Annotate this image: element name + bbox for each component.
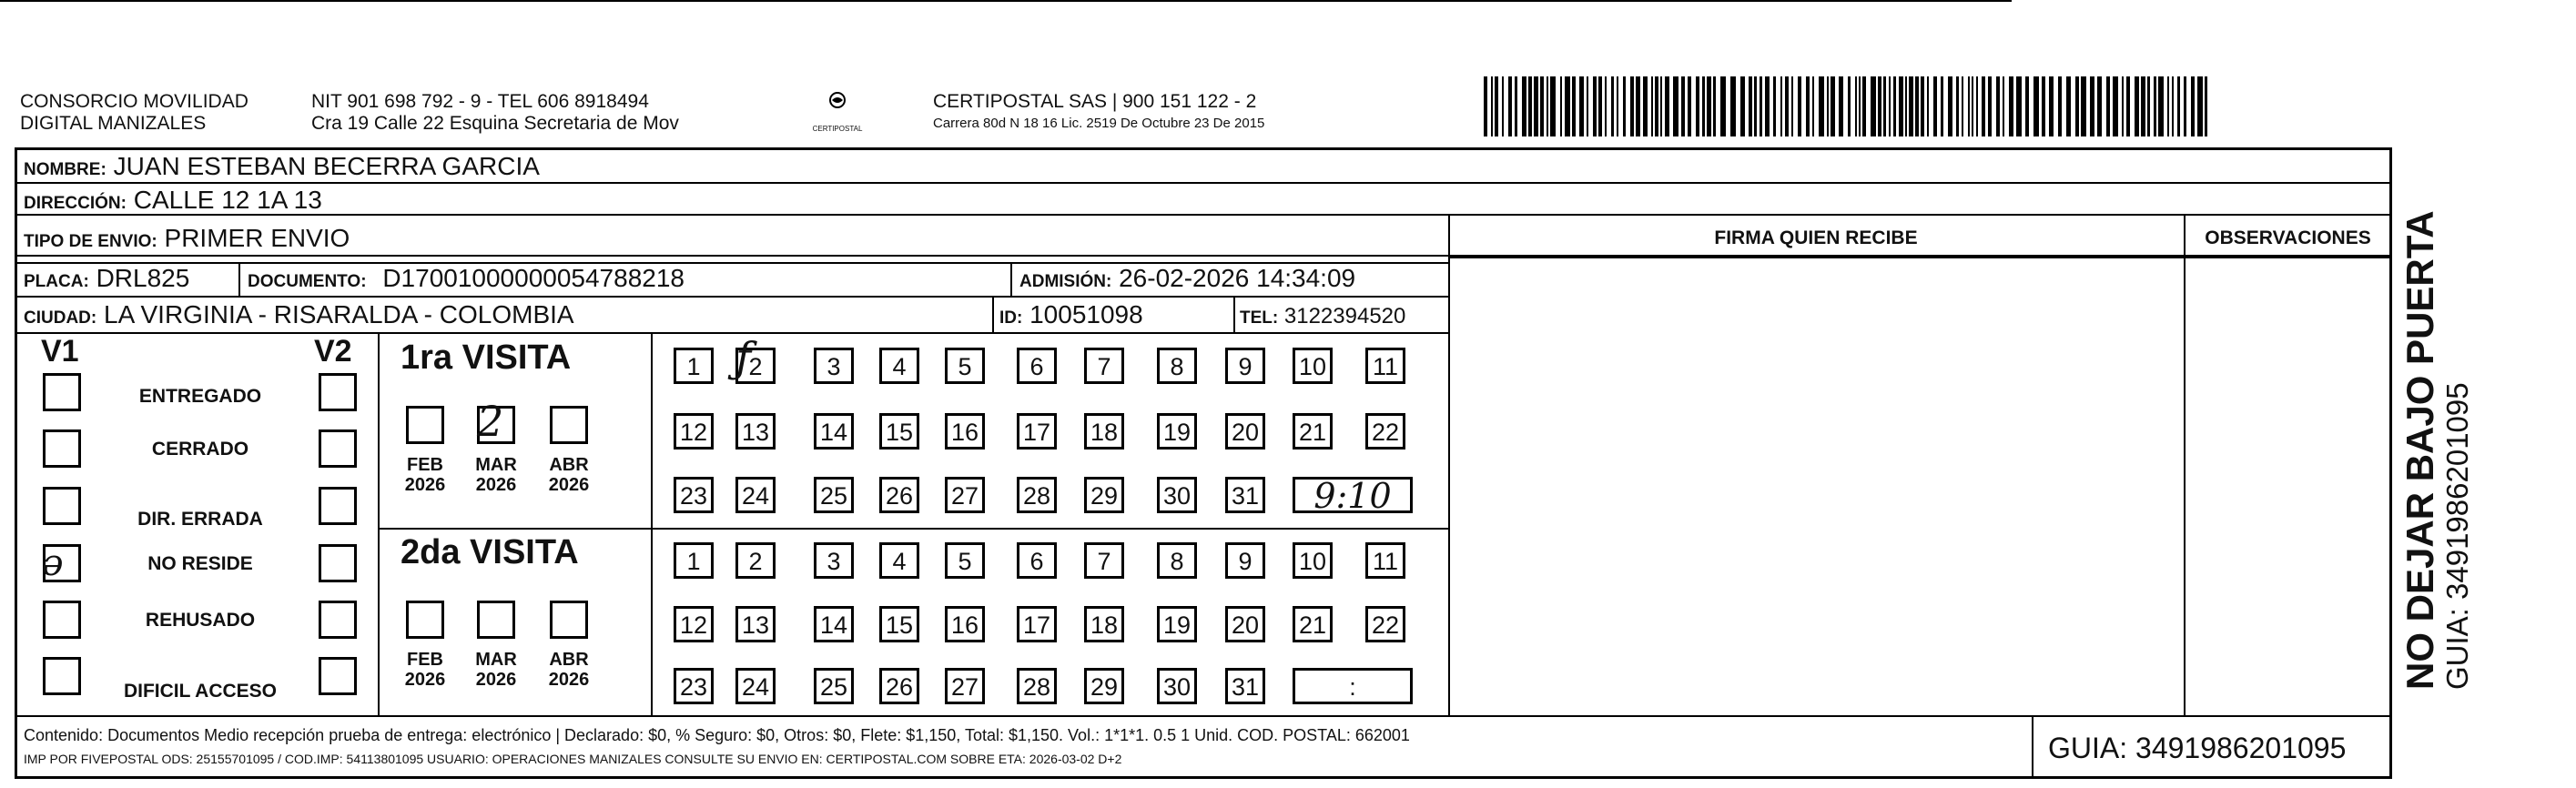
ciudad-value: LA VIRGINIA - RISARALDA - COLOMBIA bbox=[104, 300, 574, 328]
barcode-bar bbox=[1968, 76, 1970, 136]
barcode-bar bbox=[2025, 76, 2029, 136]
barcode-bar bbox=[1754, 76, 1757, 136]
day-box[interactable]: 24 bbox=[735, 477, 776, 513]
barcode-bar bbox=[1587, 76, 1588, 136]
barcode-bar bbox=[1740, 76, 1745, 136]
barcode-bar bbox=[2016, 76, 2022, 136]
company-line-1: CONSORCIO MOVILIDAD bbox=[20, 91, 248, 112]
barcode-bar bbox=[1707, 76, 1711, 136]
cell-divider bbox=[238, 262, 240, 296]
barcode-bar bbox=[1702, 76, 1705, 136]
month-year: 2026 bbox=[548, 670, 590, 690]
month-label bbox=[542, 650, 596, 690]
barcode-bar bbox=[2097, 76, 2102, 136]
day-box[interactable]: 28 bbox=[1017, 668, 1057, 704]
day-box[interactable]: 4 bbox=[879, 348, 919, 384]
day-box[interactable]: 8 bbox=[1157, 348, 1197, 384]
company-line-2: DIGITAL MANIZALES bbox=[20, 113, 207, 134]
day-box[interactable]: 17 bbox=[1017, 413, 1057, 450]
barcode-bar bbox=[1889, 76, 1891, 136]
barcode-bar bbox=[1598, 76, 1602, 136]
month-year: 2026 bbox=[548, 475, 590, 495]
firma-divider bbox=[1448, 214, 1450, 715]
cell-divider bbox=[1010, 262, 1012, 296]
barcode-bar bbox=[1899, 76, 1903, 136]
month-name: FEB bbox=[407, 455, 443, 475]
barcode-bar bbox=[1547, 76, 1548, 136]
observaciones-divider bbox=[2184, 214, 2186, 715]
status-label: ENTREGADO bbox=[138, 386, 262, 407]
id-value: 10051098 bbox=[1029, 300, 1143, 328]
month-year: 2026 bbox=[475, 670, 517, 690]
barcode-bar bbox=[1673, 76, 1678, 136]
month-checkbox[interactable] bbox=[550, 601, 588, 639]
documento-label: DOCUMENTO: bbox=[248, 272, 367, 291]
barcode-bar bbox=[1915, 76, 1919, 136]
barcode-bar bbox=[1579, 76, 1584, 136]
barcode-bar bbox=[1495, 76, 1498, 136]
nit-line: NIT 901 698 792 - 9 - TEL 606 8918494 bbox=[311, 91, 649, 112]
barcode-bar bbox=[2197, 76, 2203, 136]
barcode-bar bbox=[1972, 76, 1973, 136]
barcode-bar bbox=[2042, 76, 2045, 136]
tel-label: TEL: bbox=[1240, 308, 1279, 328]
day-box[interactable]: 29 bbox=[1084, 477, 1124, 513]
placa-row bbox=[24, 264, 189, 297]
handwritten-month-mark: 2 bbox=[477, 397, 504, 446]
month-checkbox[interactable] bbox=[477, 601, 515, 639]
barcode-bar bbox=[1643, 76, 1648, 136]
handwritten-day-mark: ƒ bbox=[735, 333, 752, 382]
handwritten-check-mark: ə bbox=[42, 542, 64, 584]
barcode-bar bbox=[1773, 76, 1776, 136]
cell-divider bbox=[1233, 296, 1235, 332]
tipo-label: TIPO DE ENVIO: bbox=[24, 232, 157, 251]
visit-row-divider bbox=[378, 528, 1448, 530]
barcode-bar bbox=[1713, 76, 1716, 136]
barcode-bar bbox=[1528, 76, 1532, 136]
day-box[interactable]: 18 bbox=[1084, 413, 1124, 450]
v1-checkbox[interactable] bbox=[43, 601, 81, 639]
day-box[interactable]: 5 bbox=[945, 348, 985, 384]
barcode-bar bbox=[1927, 76, 1929, 136]
day-box[interactable]: 9 bbox=[1225, 348, 1265, 384]
day-box[interactable]: 24 bbox=[735, 668, 776, 704]
barcode-bar bbox=[1909, 76, 1913, 136]
month-name: ABR bbox=[549, 455, 589, 475]
month-checkbox[interactable] bbox=[550, 406, 588, 444]
month-label bbox=[469, 455, 523, 495]
barcode-bar bbox=[2066, 76, 2071, 136]
barcode-bar bbox=[1636, 76, 1640, 136]
barcode-bar bbox=[1593, 76, 1597, 136]
day-box[interactable]: 2 bbox=[735, 542, 776, 579]
admision-value: 26-02-2026 14:34:09 bbox=[1119, 264, 1356, 292]
barcode-bar bbox=[1988, 76, 1992, 136]
barcode-bar bbox=[1839, 76, 1843, 136]
visit-divider bbox=[651, 332, 653, 715]
day-box[interactable]: 31 bbox=[1225, 477, 1265, 513]
month-year: 2026 bbox=[404, 475, 446, 495]
logo-label: CERTIPOSTAL bbox=[812, 125, 863, 133]
v2-checkbox[interactable] bbox=[319, 544, 357, 582]
barcode-bar bbox=[2158, 76, 2164, 136]
admision-label: ADMISIÓN: bbox=[1019, 272, 1112, 291]
visit-1-title: 1ra VISITA bbox=[401, 338, 572, 377]
v1-checkbox[interactable] bbox=[43, 373, 81, 411]
status-divider bbox=[378, 332, 380, 715]
barcode-bar bbox=[1893, 76, 1896, 136]
day-box[interactable]: 15 bbox=[879, 413, 919, 450]
placa-value: DRL825 bbox=[96, 264, 190, 292]
barcode-bar bbox=[2033, 76, 2039, 136]
day-box[interactable]: 22 bbox=[1365, 606, 1405, 642]
cell-divider bbox=[992, 296, 994, 332]
tipo-row bbox=[24, 224, 350, 257]
ciudad-row bbox=[24, 300, 574, 333]
courier-info bbox=[933, 91, 1264, 135]
barcode-bar bbox=[1798, 76, 1801, 136]
courier-logo bbox=[810, 87, 865, 142]
documento-row bbox=[248, 264, 685, 297]
day-box[interactable]: 14 bbox=[814, 413, 854, 450]
barcode-bar bbox=[1848, 76, 1851, 136]
barcode-bar bbox=[1780, 76, 1782, 136]
status-label: DIFICIL ACCESO bbox=[123, 681, 277, 702]
day-box[interactable]: 27 bbox=[945, 477, 985, 513]
side-warning: NO DEJAR BAJO PUERTA bbox=[2399, 210, 2441, 690]
status-label: CERRADO bbox=[151, 439, 249, 460]
barcode-bar bbox=[2154, 76, 2156, 136]
day-box[interactable]: 14 bbox=[814, 606, 854, 642]
barcode-bar bbox=[1540, 76, 1544, 136]
day-box[interactable]: 21 bbox=[1293, 606, 1333, 642]
address-line: Cra 19 Calle 22 Esquina Secretaria de Mov bbox=[311, 113, 679, 134]
day-box[interactable]: 19 bbox=[1157, 606, 1197, 642]
barcode-bar bbox=[2172, 76, 2174, 136]
barcode-bar bbox=[1681, 76, 1685, 136]
courier-logo-icon bbox=[810, 87, 865, 120]
day-box[interactable]: 10 bbox=[1293, 348, 1333, 384]
barcode-bar bbox=[2177, 76, 2180, 136]
barcode-bar bbox=[1976, 76, 1978, 136]
tel-value: 3122394520 bbox=[1283, 304, 1406, 328]
day-box[interactable]: 20 bbox=[1225, 413, 1265, 450]
barcode-bar bbox=[1855, 76, 1857, 136]
day-box[interactable]: 2 bbox=[735, 348, 776, 384]
barcode-bar bbox=[1831, 76, 1835, 136]
day-box[interactable]: 6 bbox=[1017, 542, 1057, 579]
day-box[interactable]: 15 bbox=[879, 606, 919, 642]
direccion-label: DIRECCIÓN: bbox=[24, 194, 127, 213]
month-checkbox[interactable] bbox=[406, 406, 444, 444]
day-box[interactable]: 7 bbox=[1084, 348, 1124, 384]
day-box[interactable]: 4 bbox=[879, 542, 919, 579]
barcode-bar bbox=[1871, 76, 1876, 136]
tel-row bbox=[1240, 302, 1405, 333]
v2-checkbox[interactable] bbox=[319, 487, 357, 525]
month-name: MAR bbox=[475, 650, 517, 670]
barcode-bar bbox=[1933, 76, 1937, 136]
barcode-bar bbox=[2135, 76, 2139, 136]
day-box[interactable]: 8 bbox=[1157, 542, 1197, 579]
day-box[interactable]: 10 bbox=[1293, 542, 1333, 579]
day-box[interactable]: 12 bbox=[674, 413, 714, 450]
day-box[interactable]: 9 bbox=[1225, 542, 1265, 579]
nombre-value: JUAN ESTEBAN BECERRA GARCIA bbox=[113, 152, 540, 180]
v2-header: V2 bbox=[314, 334, 352, 369]
barcode-bar bbox=[2106, 76, 2110, 136]
day-box[interactable]: 25 bbox=[814, 668, 854, 704]
barcode-bar bbox=[2184, 76, 2186, 136]
month-year: 2026 bbox=[404, 670, 446, 690]
barcode-bar bbox=[1611, 76, 1614, 136]
day-box[interactable]: 20 bbox=[1225, 606, 1265, 642]
company-name bbox=[20, 91, 248, 135]
barcode-bar bbox=[1785, 76, 1789, 136]
barcode-bar bbox=[1660, 76, 1662, 136]
barcode-bar bbox=[1491, 76, 1493, 136]
time-box[interactable]: : bbox=[1293, 668, 1413, 704]
barcode-bar bbox=[2058, 76, 2062, 136]
day-box[interactable]: 31 bbox=[1225, 668, 1265, 704]
barcode-bar bbox=[1572, 76, 1576, 136]
nombre-label: NOMBRE: bbox=[24, 160, 106, 179]
month-label bbox=[398, 650, 452, 690]
courier-address: Carrera 80d N 18 16 Lic. 2519 De Octubre 23 De 2015 bbox=[933, 116, 1265, 131]
barcode-bar bbox=[1651, 76, 1653, 136]
day-box[interactable]: 7 bbox=[1084, 542, 1124, 579]
barcode-bar bbox=[1534, 76, 1538, 136]
v2-checkbox[interactable] bbox=[319, 373, 357, 411]
day-box[interactable]: 1 bbox=[674, 348, 714, 384]
id-row bbox=[999, 300, 1143, 333]
barcode-bar bbox=[2003, 76, 2004, 136]
barcode-bar bbox=[2122, 76, 2124, 136]
day-box[interactable]: 3 bbox=[814, 542, 854, 579]
day-box[interactable]: 21 bbox=[1293, 413, 1333, 450]
day-box[interactable]: 26 bbox=[879, 668, 919, 704]
direccion-value: CALLE 12 1A 13 bbox=[133, 186, 322, 214]
barcode-bar bbox=[1565, 76, 1570, 136]
barcode-bar bbox=[2191, 76, 2195, 136]
day-box[interactable]: 25 bbox=[814, 477, 854, 513]
day-box[interactable]: 30 bbox=[1157, 477, 1197, 513]
barcode-bar bbox=[1502, 76, 1504, 136]
barcode-bar bbox=[1819, 76, 1824, 136]
footer-divider-v bbox=[2032, 715, 2033, 779]
day-box[interactable]: 18 bbox=[1084, 606, 1124, 642]
barcode-bar bbox=[1720, 76, 1726, 136]
day-box[interactable]: 13 bbox=[735, 606, 776, 642]
day-box[interactable]: 23 bbox=[674, 668, 714, 704]
barcode-bar bbox=[1508, 76, 1512, 136]
month-name: MAR bbox=[475, 455, 517, 475]
barcode-bar bbox=[2147, 76, 2150, 136]
nombre-row bbox=[24, 152, 540, 185]
v1-checkbox[interactable] bbox=[43, 487, 81, 525]
barcode-bar bbox=[1905, 76, 1907, 136]
barcode-bar bbox=[1550, 76, 1556, 136]
barcode-bar bbox=[1484, 76, 1487, 136]
barcode-bar bbox=[1859, 76, 1861, 136]
observaciones-header: OBSERVACIONES bbox=[2205, 227, 2371, 248]
time-box[interactable]: 9:10 bbox=[1293, 477, 1413, 513]
day-box[interactable]: 1 bbox=[674, 542, 714, 579]
day-box[interactable]: 13 bbox=[735, 413, 776, 450]
barcode-bar bbox=[1749, 76, 1752, 136]
courier-line: CERTIPOSTAL SAS | 900 151 122 - 2 bbox=[933, 91, 1257, 112]
footer-guia: GUIA: 3491986201095 bbox=[2048, 732, 2347, 764]
status-label: NO RESIDE bbox=[147, 553, 253, 574]
barcode-bar bbox=[2113, 76, 2118, 136]
status-label: DIR. ERRADA bbox=[137, 509, 263, 530]
direccion-row bbox=[24, 186, 322, 218]
day-box[interactable]: 16 bbox=[945, 606, 985, 642]
barcode-bar bbox=[2009, 76, 2013, 136]
v1-header: V1 bbox=[41, 334, 79, 369]
day-box[interactable]: 22 bbox=[1365, 413, 1405, 450]
firma-header: FIRMA QUIEN RECIBE bbox=[1714, 227, 1918, 248]
v1-checkbox[interactable] bbox=[43, 657, 81, 695]
barcode-bar bbox=[1623, 76, 1626, 136]
month-label bbox=[398, 455, 452, 495]
barcode-bar bbox=[2167, 76, 2169, 136]
barcode-bar bbox=[1941, 76, 1943, 136]
barcode bbox=[1484, 76, 2212, 140]
barcode-bar bbox=[1962, 76, 1963, 136]
barcode-bar bbox=[1696, 76, 1699, 136]
barcode-bar bbox=[1827, 76, 1829, 136]
barcode-bar bbox=[1515, 76, 1517, 136]
v2-checkbox[interactable] bbox=[319, 429, 357, 468]
barcode-bar bbox=[2141, 76, 2145, 136]
side-guia: GUIA: 3491986201095 bbox=[2440, 382, 2474, 690]
barcode-bar bbox=[1760, 76, 1762, 136]
barcode-bar bbox=[2126, 76, 2130, 136]
top-rule bbox=[0, 0, 2012, 2]
barcode-bar bbox=[1688, 76, 1691, 136]
barcode-bar bbox=[1806, 76, 1810, 136]
barcode-bar bbox=[2049, 76, 2054, 136]
day-box[interactable]: 12 bbox=[674, 606, 714, 642]
barcode-bar bbox=[2205, 76, 2207, 136]
day-box[interactable]: 11 bbox=[1365, 542, 1405, 579]
barcode-bar bbox=[1522, 76, 1526, 136]
day-box[interactable]: 11 bbox=[1365, 348, 1405, 384]
footer-divider bbox=[15, 715, 2392, 717]
barcode-bar bbox=[1605, 76, 1607, 136]
month-label bbox=[542, 455, 596, 495]
barcode-bar bbox=[1665, 76, 1669, 136]
placa-label: PLACA: bbox=[24, 272, 89, 291]
barcode-bar bbox=[1862, 76, 1866, 136]
month-name: FEB bbox=[407, 650, 443, 670]
barcode-bar bbox=[1883, 76, 1886, 136]
day-box[interactable]: 26 bbox=[879, 477, 919, 513]
barcode-bar bbox=[2075, 76, 2079, 136]
admision-row bbox=[1019, 264, 1355, 297]
day-box[interactable]: 30 bbox=[1157, 668, 1197, 704]
barcode-bar bbox=[1630, 76, 1634, 136]
day-box[interactable]: 5 bbox=[945, 542, 985, 579]
barcode-bar bbox=[1655, 76, 1658, 136]
day-box[interactable]: 23 bbox=[674, 477, 714, 513]
day-box[interactable]: 16 bbox=[945, 413, 985, 450]
day-box[interactable]: 3 bbox=[814, 348, 854, 384]
day-box[interactable]: 27 bbox=[945, 668, 985, 704]
month-label bbox=[469, 650, 523, 690]
day-box[interactable]: 19 bbox=[1157, 413, 1197, 450]
footer-content: Contenido: Documentos Medio recepción prueba de entrega: electrónico | Declarado: $0, % Seguro: $0, Otros: $0, Flete: $1,150, Total: $1,150. Vol.: 1*1*1. 0.5 1 Unid. COD. POSTAL: 662001 bbox=[24, 726, 1410, 744]
barcode-bar bbox=[2081, 76, 2086, 136]
day-box[interactable]: 29 bbox=[1084, 668, 1124, 704]
tipo-value: PRIMER ENVIO bbox=[164, 224, 350, 252]
company-details bbox=[311, 91, 679, 135]
day-box[interactable]: 17 bbox=[1017, 606, 1057, 642]
month-year: 2026 bbox=[475, 475, 517, 495]
barcode-bar bbox=[1878, 76, 1881, 136]
barcode-bar bbox=[1948, 76, 1952, 136]
row-divider bbox=[15, 214, 2392, 216]
row-divider bbox=[1448, 257, 2392, 258]
barcode-bar bbox=[1617, 76, 1618, 136]
barcode-bar bbox=[1921, 76, 1924, 136]
v1-checkbox[interactable] bbox=[43, 429, 81, 468]
barcode-bar bbox=[1560, 76, 1562, 136]
month-name: ABR bbox=[549, 650, 589, 670]
barcode-bar bbox=[1791, 76, 1793, 136]
barcode-bar bbox=[1812, 76, 1814, 136]
month-checkbox[interactable] bbox=[406, 601, 444, 639]
id-label: ID: bbox=[999, 308, 1023, 328]
day-box[interactable]: 28 bbox=[1017, 477, 1057, 513]
documento-value: D17001000000054788218 bbox=[382, 264, 685, 292]
barcode-bar bbox=[1982, 76, 1985, 136]
footer-imp: IMP POR FIVEPOSTAL ODS: 25155701095 / COD.IMP: 54113801095 USUARIO: OPERACIONES MANIZALES CONSULTE SU ENVIO EN: CERTIPOSTAL.COM SOBRE ETA: 2026-03-02 D+2 bbox=[24, 752, 1122, 766]
side-text bbox=[2399, 144, 2481, 690]
day-box[interactable]: 6 bbox=[1017, 348, 1057, 384]
barcode-bar bbox=[1730, 76, 1736, 136]
v2-checkbox[interactable] bbox=[319, 657, 357, 695]
barcode-bar bbox=[2090, 76, 2094, 136]
v2-checkbox[interactable] bbox=[319, 601, 357, 639]
ciudad-label: CIUDAD: bbox=[24, 308, 97, 328]
status-label: REHUSADO bbox=[145, 610, 256, 631]
visit-2-title: 2da VISITA bbox=[401, 533, 579, 571]
barcode-bar bbox=[1996, 76, 2000, 136]
barcode-bar bbox=[1765, 76, 1770, 136]
barcode-bar bbox=[1956, 76, 1959, 136]
